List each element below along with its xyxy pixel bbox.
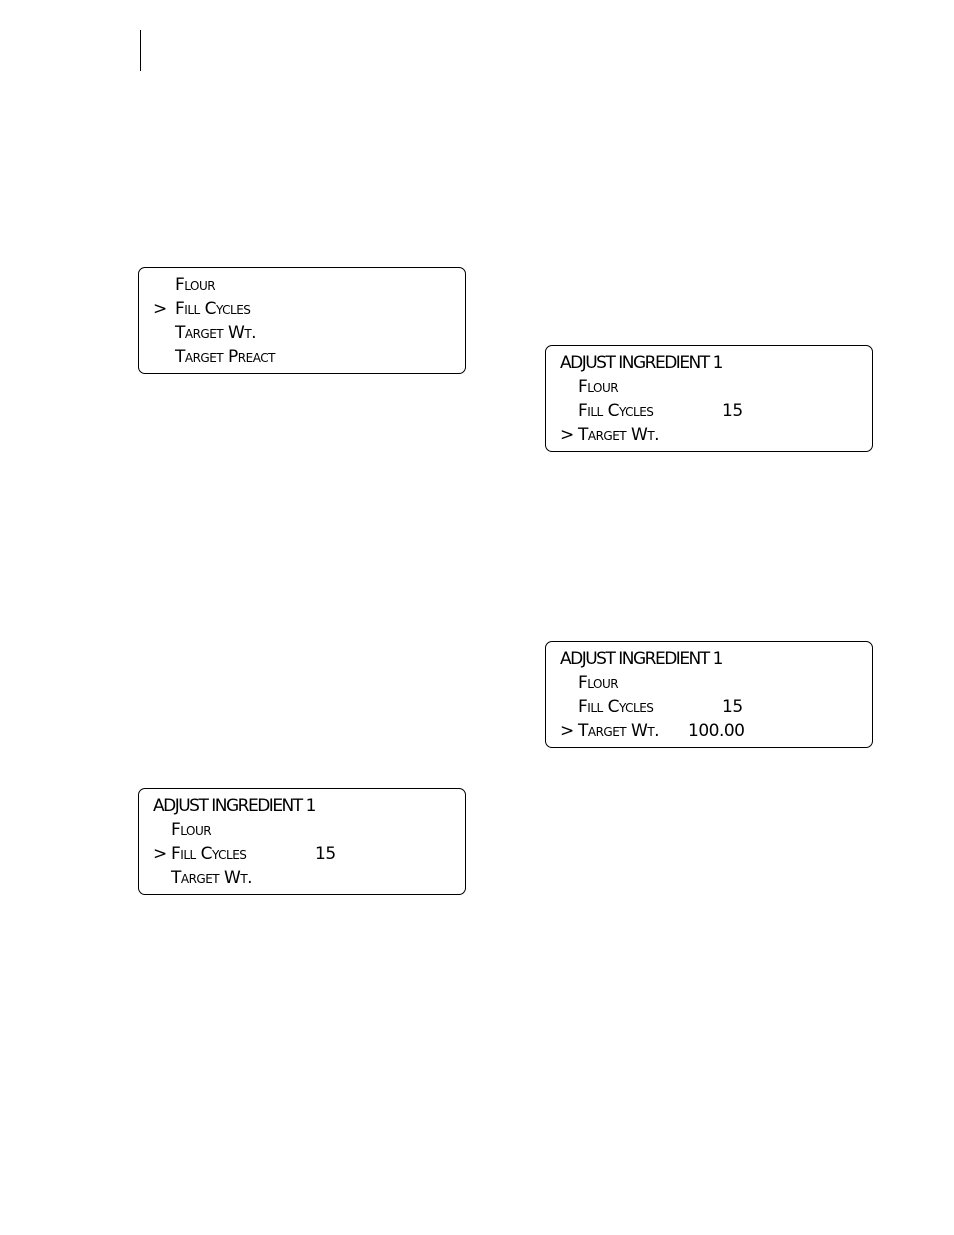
menu-line-fill-cycles bbox=[139, 842, 465, 866]
cursor-arrow: > bbox=[560, 721, 575, 741]
lcd-title-line bbox=[546, 647, 872, 671]
menu-label: Target Wt. bbox=[175, 323, 257, 343]
menu-value: 15 bbox=[315, 844, 336, 864]
lcd-display-adjust-ingredient-target bbox=[545, 345, 873, 452]
lcd-title-line bbox=[139, 794, 465, 818]
lcd-title-line bbox=[546, 351, 872, 375]
menu-line-flour bbox=[546, 375, 872, 399]
cursor-arrow: > bbox=[560, 425, 575, 445]
lcd-title: ADJUST INGREDIENT 1 bbox=[153, 796, 315, 816]
page-margin-rule bbox=[140, 30, 141, 71]
menu-label: Flour bbox=[175, 275, 216, 295]
menu-label: Target Wt. bbox=[578, 721, 660, 741]
menu-label: Fill Cycles bbox=[578, 697, 654, 717]
menu-line-fill-cycles bbox=[139, 297, 465, 321]
menu-line-target-wt bbox=[546, 423, 872, 447]
menu-label: Target Wt. bbox=[578, 425, 660, 445]
menu-label: Target Preact bbox=[175, 347, 275, 367]
lcd-display-adjust-ingredient-fill-cycles bbox=[138, 788, 466, 895]
menu-line-target-wt bbox=[139, 866, 465, 890]
menu-label: Fill Cycles bbox=[175, 299, 251, 319]
menu-line-fill-cycles bbox=[546, 399, 872, 423]
menu-line-target-wt bbox=[139, 321, 465, 345]
lcd-title: ADJUST INGREDIENT 1 bbox=[560, 353, 722, 373]
menu-value: 15 bbox=[722, 401, 743, 421]
menu-value: 15 bbox=[722, 697, 743, 717]
lcd-title: ADJUST INGREDIENT 1 bbox=[560, 649, 722, 669]
menu-label: Flour bbox=[578, 673, 619, 693]
menu-label: Flour bbox=[578, 377, 619, 397]
menu-line-flour bbox=[546, 671, 872, 695]
lcd-display-fill-cycles-menu bbox=[138, 267, 466, 374]
menu-label: Fill Cycles bbox=[171, 844, 247, 864]
menu-line-flour bbox=[139, 273, 465, 297]
cursor-arrow: > bbox=[153, 844, 168, 864]
menu-line-flour bbox=[139, 818, 465, 842]
menu-line-target-wt bbox=[546, 719, 872, 743]
menu-label: Fill Cycles bbox=[578, 401, 654, 421]
menu-line-target-preact bbox=[139, 345, 465, 369]
menu-line-fill-cycles bbox=[546, 695, 872, 719]
menu-value: 100.00 bbox=[688, 721, 745, 741]
cursor-arrow: > bbox=[153, 299, 168, 319]
menu-label: Flour bbox=[171, 820, 212, 840]
menu-label: Target Wt. bbox=[171, 868, 253, 888]
lcd-display-adjust-ingredient-target-value bbox=[545, 641, 873, 748]
